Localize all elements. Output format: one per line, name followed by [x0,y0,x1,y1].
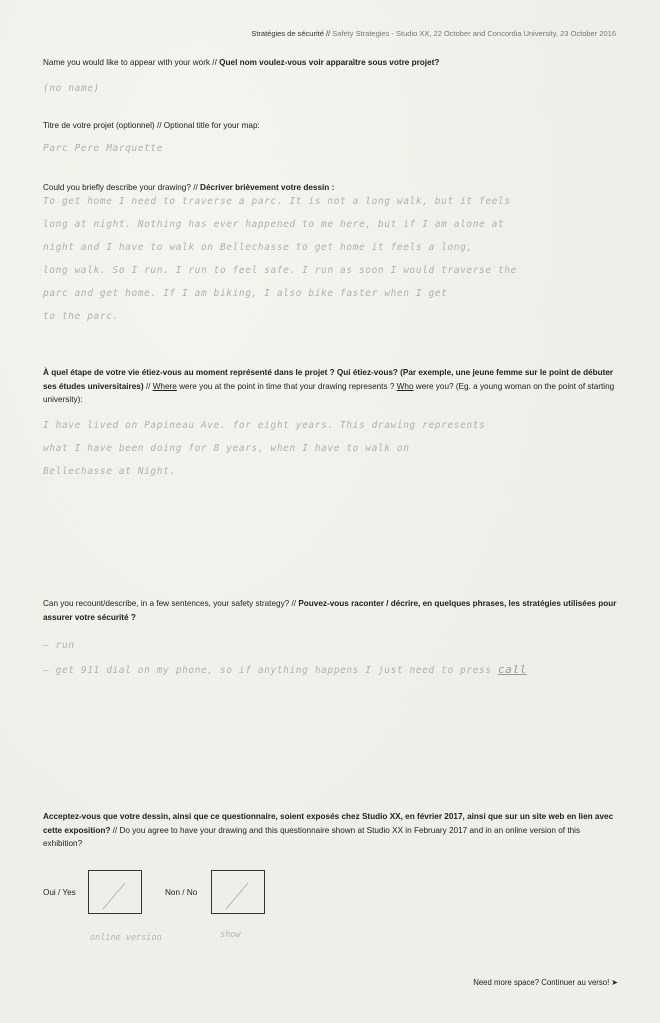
question-strategy-en: Can you recount/describe, in a few sentences, your safety strategy? [43,599,290,608]
handwritten-line [43,663,618,686]
answer-life-stage[interactable] [43,420,618,489]
question-title-fr: Titre de votre projet (optionnel) [43,121,155,130]
question-describe-fr: Décriver brièvement votre dessin : [200,183,335,192]
handwritten-call: call [498,663,527,676]
handwritten-line: – run [43,640,75,651]
handwritten-line: parc and get home. If I am biking, I also bike faster when I get [43,288,448,299]
question-describe-en: Could you briefly describe your drawing? [43,183,191,192]
header-title-fr: Stratégies de sécurité [251,29,324,38]
answer-name[interactable] [43,83,618,102]
page-header [251,29,616,38]
consent-no-note: show [220,930,241,940]
question-consent-en: Do you agree to have your drawing and this questionnaire shown at Studio XX in February 2017 and in an online version of this exhibition? [43,825,581,848]
question-title-en: Optional title for your map: [163,121,260,130]
consent-yes-checkbox[interactable] [88,870,142,914]
checkbox-mark-icon [89,871,142,914]
header-separator: // [325,29,331,38]
question-strategy [43,597,618,624]
question-separator: // [112,825,118,835]
handwritten-line: to the parc. [43,311,119,322]
answer-strategy[interactable] [43,640,618,686]
question-consent-fr: Acceptez-vous que votre dessin, ainsi que ce questionnaire, soient exposés chez Studio XX, en février 2017, ainsi que sur un site web en lien avec cette exposition? [43,812,614,835]
question-separator: // [291,599,297,608]
handwritten-line: long at night. Nothing has ever happened to me here, but if I am alone at [43,219,505,230]
question-describe [43,181,618,195]
footer-text: Need more space? Continuer au verso! [473,978,610,987]
answer-title[interactable] [43,143,618,162]
question-separator: // [193,183,198,192]
handwritten-line: night and I have to walk on Bellechasse to get home it feels a long, [43,242,473,253]
question-separator: // [212,58,217,67]
question-consent [43,810,618,851]
handwritten-line: I have lived on Papineau Ave. for eight years. This drawing represents [43,420,486,431]
question-life-stage-fr: À quel étape de votre vie étiez-vous au moment représenté dans le projet ? Qui étiez-vous? (Par exemple, une jeune femme sur le point de débuter ses études universitaires) [43,368,614,391]
handwritten-line: (no name) [43,83,100,94]
handwritten-line: long walk. So I run. I run to feel safe. I run as soon I would traverse the [43,265,517,276]
handwritten-line: Bellechasse at Night. [43,466,176,477]
question-name-fr: Quel nom voulez-vous voir apparaître sous votre projet? [219,58,440,67]
handwritten-line: To get home I need to traverse a parc. It is not a long walk, but it feels [43,196,511,207]
header-title-en: Safety Strategies - Studio XX, 22 October and Concordia University, 23 October 2016 [332,29,616,38]
question-life-stage-en-a: were you at the point in time that your drawing represents ? [176,381,397,391]
question-life-stage [43,366,618,407]
consent-no-label: Non / No [165,888,198,897]
consent-yes-note: online version [90,933,162,943]
answer-describe[interactable] [43,196,618,334]
question-title [43,119,618,133]
question-separator: // [145,381,151,391]
more-space-footer [473,978,618,987]
arrow-right-icon: ➤ [611,978,618,987]
question-name [43,56,618,70]
question-life-stage-who: Who [396,381,414,391]
handwritten-text: – get 911 dial on my phone, so if anything happens I just need to press [43,665,492,676]
handwritten-line: what I have been doing for 8 years, when I have to walk on [43,443,410,454]
question-life-stage-where: Where [152,381,177,391]
checkbox-mark-icon [212,871,265,914]
question-separator: // [156,121,162,130]
question-name-en: Name you would like to appear with your work [43,58,211,67]
consent-yes-label: Oui / Yes [43,888,76,897]
question-strategy-fr: Pouvez-vous raconter / décrire, en quelques phrases, les stratégies utilisées pour assurer votre sécurité ? [43,599,617,622]
question-life-stage-en-b: were you? (Eg. a young woman on the point of starting university): [43,381,615,404]
consent-no-checkbox[interactable] [211,870,265,914]
handwritten-line: Parc Pere Marquette [43,143,164,154]
